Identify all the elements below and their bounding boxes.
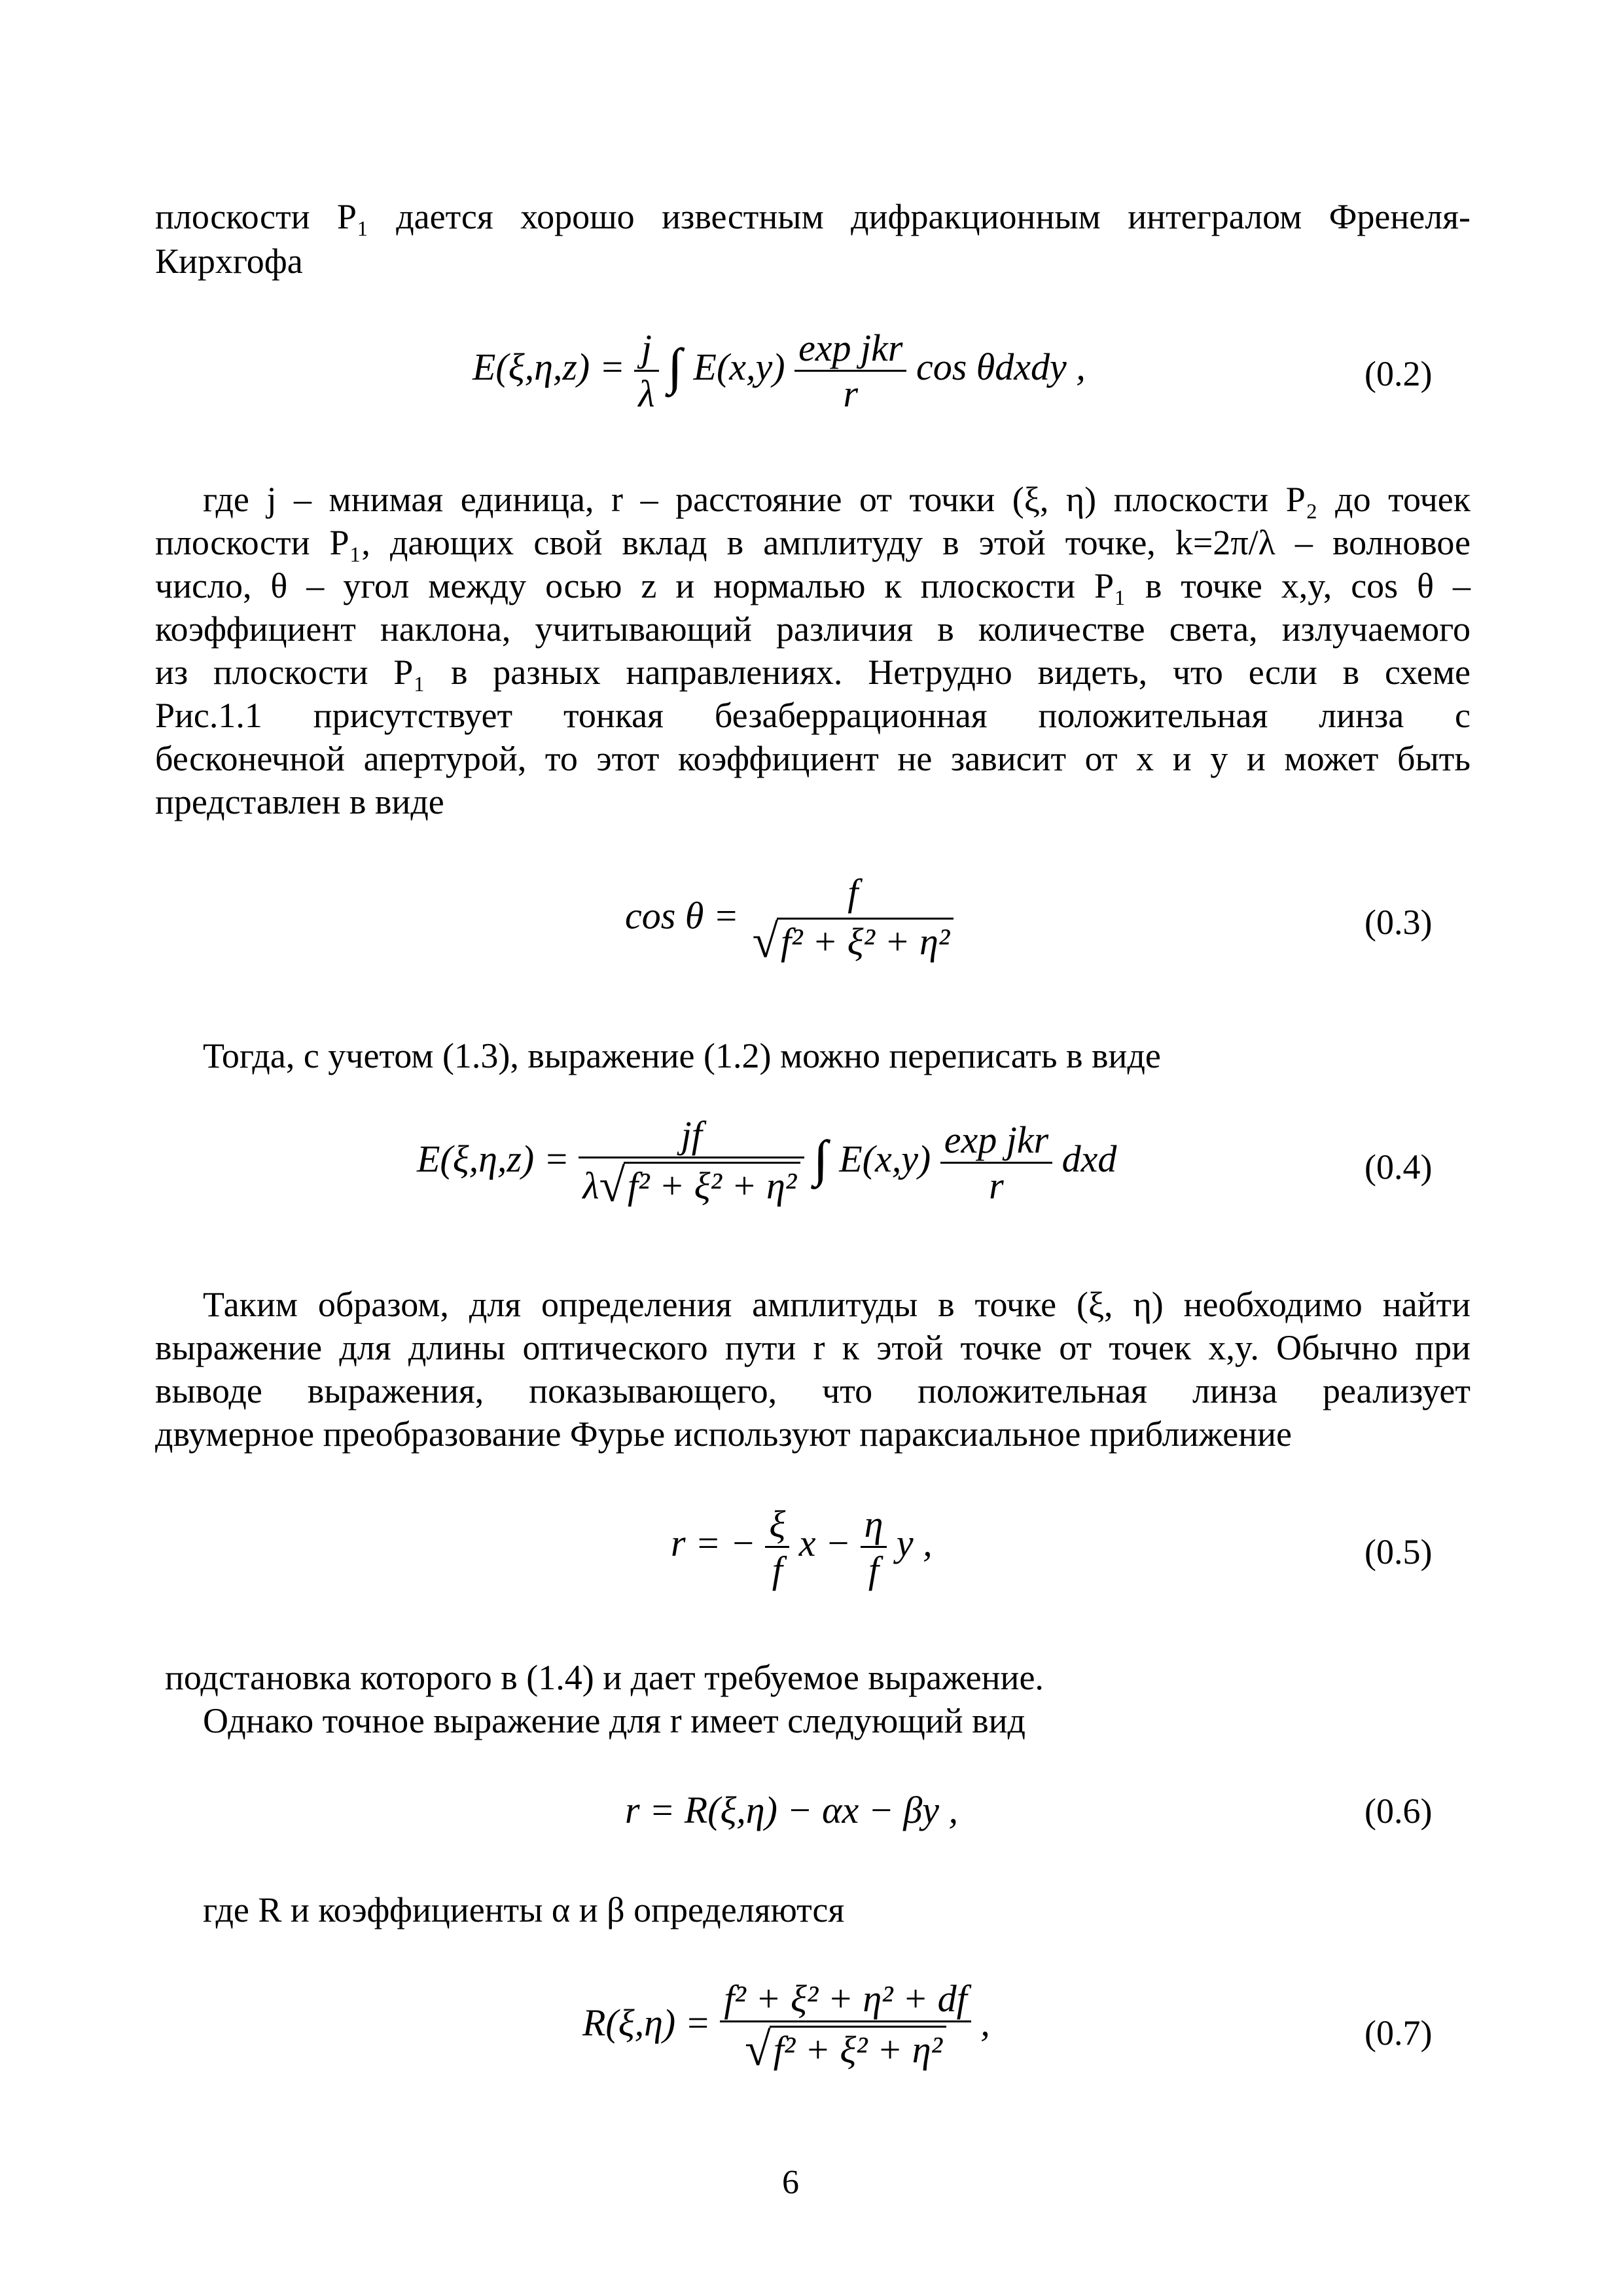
equation-number-0-3: (0.3) — [1364, 903, 1433, 942]
para1-line-5: из плоскости P₁ в разных направлениях. Нетрудно видеть, что если в схеме — [155, 653, 1471, 692]
eq-0-5-den-2: f — [861, 1546, 887, 1592]
para4-line-1: подстановка которого в (1.4) и дает требуемое выражение. — [165, 1658, 1044, 1697]
para1-line-7: бесконечной апертурой, то этот коэффициент не зависит от x и y и может быть — [155, 739, 1471, 778]
para1-line-6: Рис.1.1 присутствует тонкая безаберрационная положительная линза с — [155, 696, 1471, 735]
eq-0-7-left: R(ξ,η) = — [582, 2001, 711, 2044]
equation-0-3 — [625, 870, 957, 969]
eq-0-4-fraction — [579, 1113, 804, 1213]
eq-0-4-tail: dxd — [1061, 1137, 1117, 1180]
para1-line-2: плоскости P₁, дающих свой вклад в амплитуду в этой точке, k=2π/λ – волновое — [155, 523, 1471, 562]
eq-0-5-mid: x − — [798, 1521, 851, 1564]
eq-0-4-den-rad: f² + ξ² + η² — [624, 1162, 800, 1208]
eq-0-2-num: j — [641, 327, 652, 369]
page-number: 6 — [782, 2164, 799, 2201]
eq-0-5-den-1: f — [765, 1546, 789, 1592]
eq-0-2-den: λ — [634, 370, 658, 416]
eq-0-5-fraction-2 — [861, 1502, 887, 1592]
eq-0-7-num: f² + ξ² + η² + df — [724, 1977, 967, 2020]
equation-0-7 — [582, 1977, 990, 2077]
eq-0-4-left: E(ξ,η,z) = — [417, 1137, 569, 1180]
intro-line-1: плоскости P₁ дается хорошо известным дифракционным интегралом Френеля- — [155, 197, 1471, 236]
eq-0-3-den: f² + ξ² + η² — [777, 918, 954, 963]
para4-line-2: Однако точное выражение для r имеет следующий вид — [203, 1701, 1026, 1740]
eq-0-2-fraction-2 — [794, 326, 906, 416]
equation-number-0-6: (0.6) — [1364, 1791, 1433, 1831]
eq-0-4-num: jf — [681, 1113, 702, 1156]
para1-line-3: число, θ – угол между осью z и нормалью к плоскости P₁ в точке x,y, cos θ – — [155, 566, 1471, 605]
eq-0-2-den-2: r — [794, 370, 906, 416]
eq-0-4-num-2: exp jkr — [944, 1119, 1049, 1161]
eq-0-7-tail: , — [980, 2001, 990, 2044]
eq-0-3-left: cos θ = — [625, 894, 739, 937]
para3-line-1: Таким образом, для определения амплитуды в точке (ξ, η) необходимо найти — [203, 1285, 1471, 1324]
para3-line-3: выводе выражения, показывающего, что положительная линза реализует — [155, 1371, 1471, 1410]
eq-0-2-num-2: exp jkr — [798, 327, 903, 369]
equation-number-0-2: (0.2) — [1364, 354, 1433, 393]
para5-line-1: где R и коэффициенты α и β определяются — [203, 1890, 845, 1929]
equation-number-0-5: (0.5) — [1364, 1532, 1433, 1571]
equation-0-4 — [417, 1113, 1116, 1213]
eq-0-7-den: f² + ξ² + η² — [770, 2026, 946, 2072]
equation-0-6: r = R(ξ,η) − αx − βy , — [625, 1789, 958, 1831]
eq-0-2-tail: cos θdxdy , — [916, 345, 1086, 388]
eq-0-3-fraction — [748, 870, 957, 969]
para3-line-2: выражение для длины оптического пути r к этой точке от точек x,y. Обычно при — [155, 1328, 1471, 1367]
eq-0-3-num: f — [847, 871, 859, 914]
equation-number-0-4: (0.4) — [1364, 1147, 1433, 1187]
eq-0-5-num-2: η — [864, 1503, 883, 1545]
eq-0-2-left: E(ξ,η,z) = — [473, 345, 625, 388]
eq-0-2-integrand: E(x,y) — [693, 345, 785, 388]
eq-0-2-fraction — [634, 326, 658, 416]
eq-0-4-lambda: λ — [582, 1164, 599, 1207]
equation-number-0-7: (0.7) — [1364, 2013, 1433, 2053]
para2-line-1: Тогда, с учетом (1.3), выражение (1.2) можно переписать в виде — [203, 1036, 1161, 1075]
sqrt-icon: √ — [745, 2023, 771, 2075]
para3-line-4: двумерное преобразование Фурье используют параксиальное приближение — [155, 1414, 1292, 1454]
para1-line-1: где j – мнимая единица, r – расстояние от точки (ξ, η) плоскости P₂ до точек — [203, 480, 1471, 519]
intro-line-2: Кирхгофа — [155, 242, 303, 281]
eq-0-5-fraction-1 — [765, 1502, 789, 1592]
eq-0-7-fraction — [720, 1977, 971, 2077]
eq-0-4-integrand: E(x,y) — [839, 1137, 931, 1180]
eq-0-4-den-2: r — [940, 1162, 1052, 1208]
para1-line-8: представлен в виде — [155, 782, 444, 821]
para1-line-4: коэффициент наклона, учитывающий различия в количестве света, излучаемого — [155, 609, 1471, 649]
eq-0-4-fraction-2 — [940, 1118, 1052, 1208]
sqrt-icon: √ — [752, 915, 778, 967]
equation-0-2 — [473, 326, 1086, 416]
eq-0-5-tail: y , — [896, 1521, 933, 1564]
eq-0-5-left: r = − — [671, 1521, 756, 1564]
equation-0-5 — [671, 1502, 933, 1592]
sqrt-icon: √ — [599, 1159, 626, 1211]
eq-0-5-num-1: ξ — [769, 1503, 786, 1545]
